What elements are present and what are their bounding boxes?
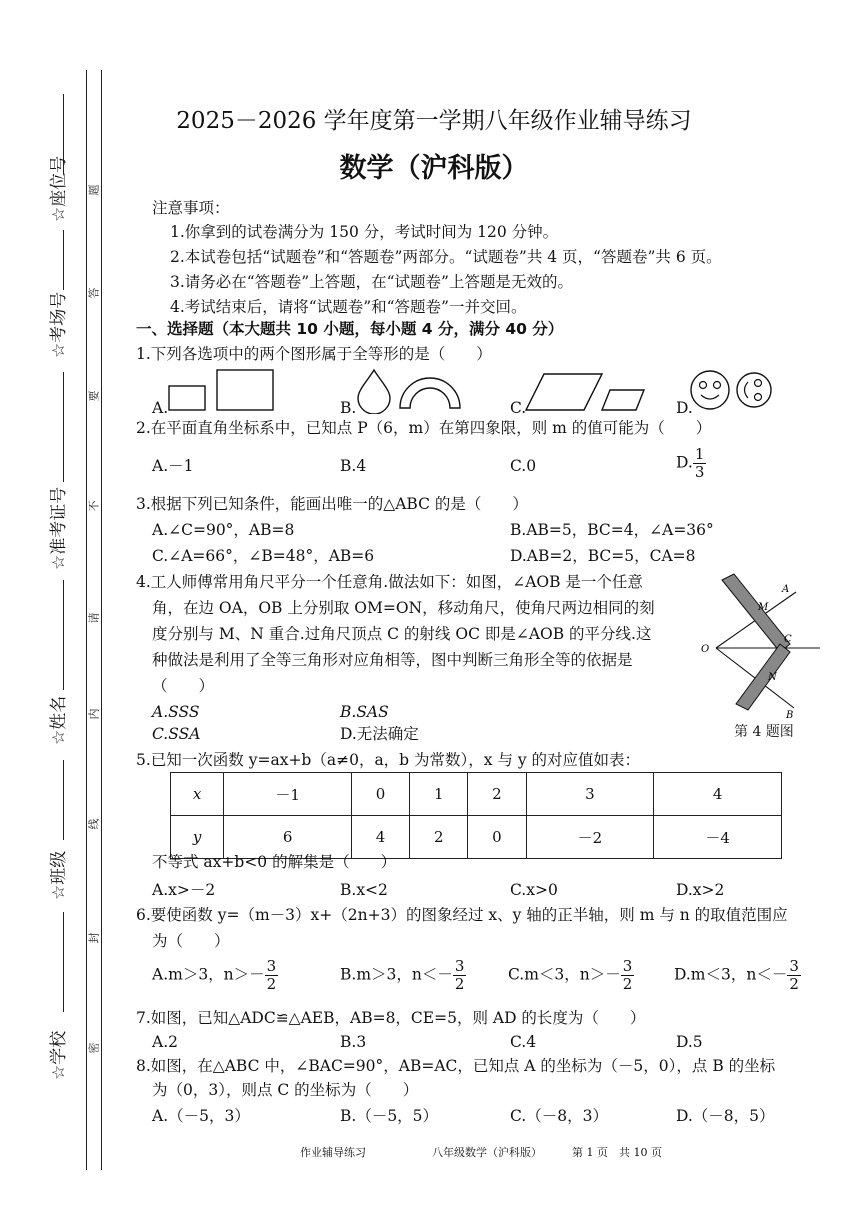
- option-b: B.（－5，5）: [340, 1107, 439, 1125]
- option-d: D.AB=2，BC=5，CA=8: [510, 547, 696, 565]
- option-a: A.SSS: [152, 703, 200, 721]
- fraction: [787, 958, 801, 993]
- denominator: 2: [789, 975, 799, 993]
- option-c: C.: [510, 399, 527, 417]
- question-stem-line: 6.要使函数 y=（m－3）x+（2n+3）的图象经过 x、y 轴的正半轴，则 m 与 n 的取值范围应: [136, 906, 788, 924]
- fig-label: A: [782, 584, 790, 595]
- fraction: [265, 958, 279, 993]
- option-c: C.0: [510, 457, 537, 475]
- table-cell: 1: [410, 773, 468, 816]
- option-c-label: C.m＜3，n＞－: [508, 965, 621, 984]
- field-school: ☆学校: [49, 1030, 69, 1080]
- question-stem: 5.已知一次函数 y=ax+b（a≠0，a，b 为常数），x 与 y 的对应值如表：: [136, 751, 641, 769]
- q1-figure-a: [165, 366, 280, 414]
- q1-figure-c: [522, 366, 652, 414]
- table-header: x: [171, 773, 224, 816]
- table-cell: 2: [410, 816, 468, 859]
- question-stem: 7.如图，已知△ADC≌△AEB，AB=8，CE=5，则 AD 的长度为（ ）: [136, 1009, 646, 1027]
- field-class: ☆班级: [49, 850, 69, 900]
- option-b: B.: [340, 399, 357, 417]
- field-ticket: ☆准考证号: [49, 486, 69, 570]
- option-d: D.（－8，5）: [676, 1107, 775, 1125]
- seal-char: 封: [87, 932, 101, 944]
- fraction: [621, 958, 635, 993]
- table-cell: 6: [224, 816, 352, 859]
- option-a: A.－1: [152, 457, 194, 475]
- question-stem-line: 8.如图，在△ABC 中，∠BAC=90°，AB=AC，已知点 A 的坐标为（－5，0），点 B 的坐标: [136, 1057, 776, 1075]
- option-d: [674, 958, 801, 993]
- footer-page: 第 1 页 共 10 页: [572, 1146, 662, 1159]
- fig-label: B: [786, 710, 794, 720]
- option-c: C.∠A=66°，∠B=48°，AB=6: [152, 547, 375, 565]
- question-stem: 2.在平面直角坐标系中，已知点 P（6，m）在第四象限，则 m 的值可能为（ ）: [136, 419, 712, 437]
- option-a: A.x>－2: [152, 881, 216, 899]
- option-b: [340, 958, 466, 993]
- note-item: 3.请务必在“答题卷”上答题，在“试题卷”上答题是无效的。: [170, 273, 573, 291]
- notes-heading: 注意事项：: [152, 199, 230, 217]
- question-stem-line: 种做法是利用了全等三角形对应角相等，图中判断三角形全等的依据是: [152, 651, 633, 669]
- seal-char: 要: [87, 390, 101, 402]
- option-a: A.: [152, 399, 169, 417]
- option-c: C.x>0: [510, 881, 558, 899]
- table-cell: 3: [526, 773, 654, 816]
- option-c: C.SSA: [152, 725, 201, 743]
- option-a-label: A.m＞3，n＞－: [152, 965, 265, 984]
- value-table: [170, 772, 782, 859]
- option-b: B.AB=5，BC=4，∠A=36°: [510, 521, 714, 539]
- numerator: 3: [789, 957, 799, 975]
- q1-figure-d: [688, 364, 778, 416]
- seal-char: 请: [87, 612, 101, 624]
- denominator: 2: [622, 975, 633, 993]
- fraction: [453, 958, 467, 993]
- table-cell: 0: [351, 773, 409, 816]
- option-d: D.x>2: [676, 881, 725, 899]
- table-row: [171, 773, 782, 816]
- fig-label: M: [758, 602, 769, 613]
- figure-caption: 第 4 题图: [734, 724, 794, 740]
- question-stem-line: （ ）: [152, 677, 215, 695]
- table-header: y: [171, 816, 224, 859]
- question-stem-line: 角，在边 OA，OB 上分别取 OM=ON，移动角尺，使角尺两边相同的刻: [152, 599, 655, 617]
- option-d: D.无法确定: [340, 725, 419, 743]
- option-c: C.（－8，3）: [510, 1107, 608, 1125]
- footer-mid: 八年级数学（沪科版）: [432, 1146, 542, 1159]
- question-stem-line: 4.工人师傅常用角尺平分一个任意角.做法如下：如图，∠AOB 是一个任意: [136, 573, 643, 591]
- question-substem: 不等式 ax+b<0 的解集是（ ）: [152, 853, 397, 871]
- option-c: [508, 958, 634, 993]
- exam-title: 2025－2026 学年度第一学期八年级作业辅导练习: [176, 108, 692, 134]
- option-d-label: D.: [676, 453, 693, 472]
- field-line-name: [63, 580, 64, 690]
- seal-char: 内: [87, 708, 101, 720]
- option-b: B.x<2: [340, 881, 388, 899]
- table-cell: 4: [351, 816, 409, 859]
- seal-char: 密: [87, 1042, 101, 1054]
- q1-figure-b: [352, 366, 462, 414]
- seal-char: 答: [87, 287, 101, 299]
- seal-char: 不: [87, 500, 101, 512]
- fig-label: N: [768, 672, 777, 683]
- denominator: 2: [266, 975, 277, 993]
- footer-left: 作业辅导练习: [300, 1146, 366, 1159]
- option-d-label: D.m＜3，n＜－: [674, 965, 788, 984]
- subject-title: 数学（沪科版）: [339, 153, 529, 184]
- field-name: ☆姓名: [49, 695, 69, 745]
- question-stem-line: 为（0，3），则点 C 的坐标为（ ）: [152, 1081, 419, 1099]
- option-a: A.2: [152, 1033, 178, 1051]
- field-room: ☆考场号: [49, 291, 69, 358]
- section-heading: 一、选择题（本大题共 10 小题，每小题 4 分，满分 40 分）: [136, 320, 564, 338]
- option-b: B.SAS: [340, 703, 389, 721]
- option-d: D.: [676, 399, 693, 417]
- fig-label: O: [701, 644, 710, 655]
- question-stem: 3.根据下列已知条件，能画出唯一的△ABC 的是（ ）: [136, 495, 528, 513]
- note-item: 1.你拿到的试卷满分为 150 分，考试时间为 120 分钟。: [170, 223, 559, 241]
- field-line-room: [63, 230, 64, 290]
- option-b: B.4: [340, 457, 367, 475]
- option-d: D.5: [676, 1033, 703, 1051]
- seal-char: 线: [87, 818, 101, 830]
- fig-label: C: [784, 634, 792, 645]
- question-stem-line: 度分别与 M、N 重合.过角尺顶点 C 的射线 OC 即是∠AOB 的平分线.这: [152, 625, 652, 643]
- table-cell: 2: [468, 773, 526, 816]
- note-item: 4.考试结束后，请将“试题卷”和“答题卷”一并交回。: [170, 298, 527, 316]
- field-line-class: [63, 760, 64, 840]
- table-cell: －4: [654, 816, 782, 859]
- numerator: 3: [454, 957, 465, 975]
- q4-figure: [698, 572, 826, 720]
- denominator: 3: [694, 463, 705, 481]
- field-line-school: [63, 912, 64, 1012]
- option-a: [152, 958, 278, 993]
- denominator: 2: [454, 975, 465, 993]
- table-cell: 4: [654, 773, 782, 816]
- fraction: [693, 446, 707, 481]
- option-b: B.3: [340, 1033, 367, 1051]
- note-item: 2.本试卷包括“试题卷”和“答题卷”两部分。“试题卷”共 4 页，“答题卷”共 6 页。: [170, 248, 722, 266]
- table-cell: －1: [224, 773, 352, 816]
- field-seat: ☆座位号: [49, 155, 69, 222]
- option-d: [676, 446, 706, 481]
- seal-char: 题: [87, 184, 101, 196]
- option-a: A.（－5，3）: [152, 1107, 250, 1125]
- numerator: 3: [622, 957, 633, 975]
- option-c: C.4: [510, 1033, 537, 1051]
- field-line-ticket: [63, 372, 64, 482]
- numerator: 1: [694, 445, 705, 463]
- table-cell: －2: [526, 816, 654, 859]
- question-stem: 1.下列各选项中的两个图形属于全等形的是（ ）: [136, 345, 492, 363]
- table-cell: 0: [468, 816, 526, 859]
- question-stem-line: 为（ ）: [152, 932, 230, 950]
- option-b-label: B.m＞3，n＜－: [340, 965, 453, 984]
- numerator: 3: [266, 957, 277, 975]
- option-a: A.∠C=90°，AB=8: [152, 521, 295, 539]
